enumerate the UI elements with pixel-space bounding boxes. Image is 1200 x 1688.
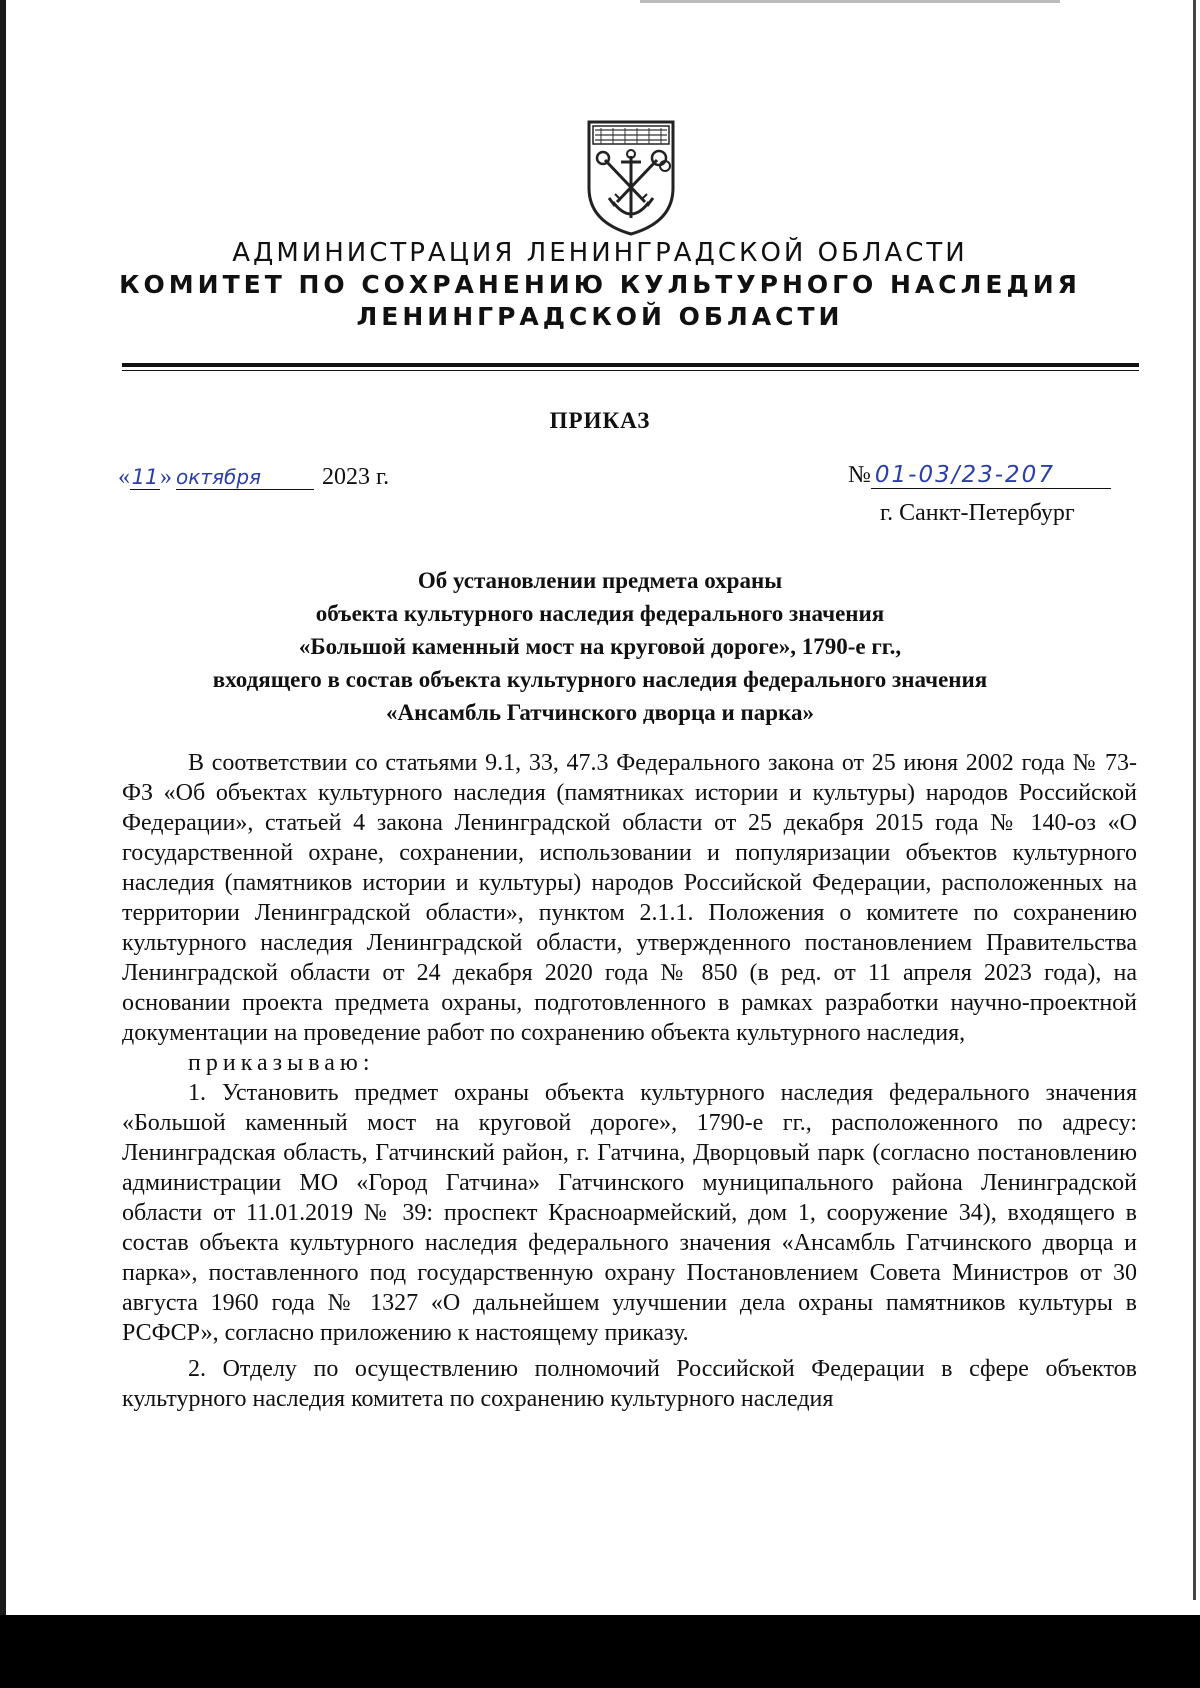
scan-edge-top [640,0,1060,3]
order-body [122,748,1137,1414]
number-prefix: № [848,462,871,488]
order-item-1: 1. Установить предмет охраны объекта культурного наследия федерального значения «Большой каменный мост на круговой дороге», 1790-е гг., расположенного по адресу: Ленинградская область, Гатчинский район, г. Гатчина, Дворцовый парк (согласно постановлению администрации МО «Город Гатчина» Гатчинского муниципального района Ленинградской области от 11.01.2019 № 39: проспект Красноармейский, дом 1, сооружение 34), входящего в состав объекта культурного наследия федерального значения «Ансамбль Гатчинского дворца и парка», поставленного под государственную охрану Постановлением Совета Министров от 30 августа 1960 года № 1327 «О дальнейшем улучшении дела охраны памятников культуры в РСФСР», согласно приложению к настоящему приказу. [122,1080,1137,1346]
subject-line-4: входящего в состав объекта культурного наследия федерального значения [212,667,988,692]
subject-line-3: «Большой каменный мост на круговой дороге», 1790-е гг., [298,634,902,659]
scan-bottom-border [0,1615,1200,1688]
order-item-2: 2. Отделу по осуществлению полномочий Российской Федерации в сфере объектов культурного наследия комитета по сохранению культурного наследия [122,1356,1137,1412]
city-label: г. Санкт-Петербург [880,500,1075,526]
header-region: ЛЕНИНГРАДСКОЙ ОБЛАСТИ [356,302,844,331]
number-value-handwritten: 01-03/23-207 [871,462,1111,489]
subject-line-1: Об установлении предмета охраны [417,568,783,593]
date-close-quote: » [160,464,172,490]
header-administration: АДМИНИСТРАЦИЯ ЛЕНИНГРАДСКОЙ ОБЛАСТИ [232,238,968,268]
date-open-quote: « [118,464,130,490]
order-number [848,462,1111,489]
header-committee: КОМИТЕТ ПО СОХРАНЕНИЮ КУЛЬТУРНОГО НАСЛЕДИЯ [119,270,1081,299]
order-date [118,464,389,491]
coat-of-arms-emblem-icon [583,118,679,238]
order-word: приказываю: [188,1050,375,1076]
header-divider-thick [122,363,1139,367]
preamble-paragraph: В соответствии со статьями 9.1, 33, 47.3 Федерального закона от 25 июня 2002 года № 73-ФЗ «Об объектах культурного наследия (памятниках истории и культуры) народов Российской Федерации», статьей 4 закона Ленинградской области от 25 декабря 2015 года № 140-оз «О государственной охране, сохранении, использовании и популяризации объектов культурного наследия (памятников истории и культуры) народов Российской Федерации, расположенных на территории Ленинградской области», пунктом 2.1.1. Положения о комитете по сохранению культурного наследия Ленинградской области, утвержденного постановлением Правительства Ленинградской области от 24 декабря 2020 года № 850 (в ред. от 11 апреля 2023 года), на основании проекта предмета охраны, подготовленного в рамках разработки научно-проектной документации на проведение работ по сохранению объекта культурного наследия, [122,750,1137,1046]
date-day-handwritten: 11 [131,465,159,489]
date-year: 2023 г. [322,464,390,490]
subject-line-2: объекта культурного наследия федерального значения [315,601,885,626]
header-divider-thin [122,370,1139,371]
date-month-handwritten: октября [176,465,314,490]
subject-line-5: «Ансамбль Гатчинского дворца и парка» [386,700,814,725]
doc-type-title: ПРИКАЗ [549,408,651,433]
